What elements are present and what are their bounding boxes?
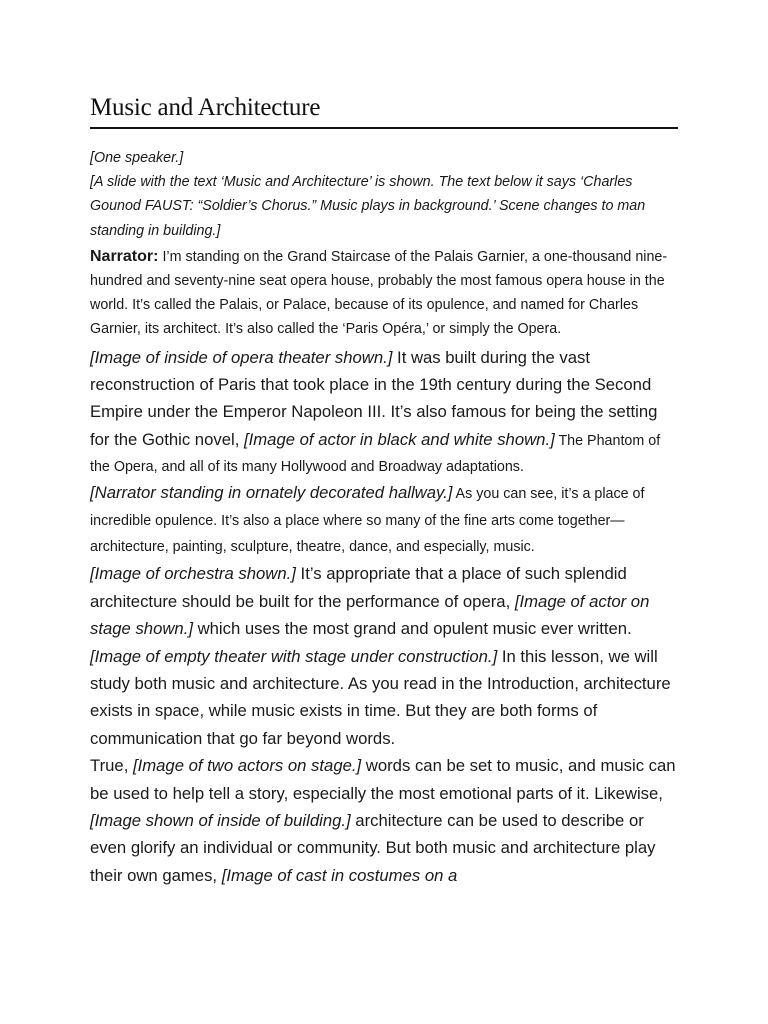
paragraph-text: As you can see, it’s a place of incredible opulence. It’s also a place where so many of the fine arts come together—architecture, painting, sculpture, theatre, dance, and especially, music.: [90, 486, 645, 556]
speaker-label: Narrator:: [90, 247, 159, 265]
stage-direction: [Image of inside of opera theater shown.]: [90, 347, 393, 367]
paragraph-text: In this lesson, we will study both music and architecture. As you read in the Introduction, architecture exists in space, while music exists in time. But they are both forms of communication that go far beyond words.: [90, 646, 671, 748]
paragraph-text: The Phantom of the Opera, and all of its many Hollywood and Broadway adaptations.: [90, 432, 661, 476]
stage-direction: [Image of two actors on stage.]: [132, 756, 362, 776]
paragraph: [90, 560, 680, 889]
paragraph: [90, 480, 680, 560]
paragraph-text: It’s appropriate that a place of such splendid architecture should be built for the performance of opera,: [90, 564, 627, 611]
stage-direction: [One speaker.]: [90, 150, 184, 166]
paragraph-text: True,: [90, 756, 133, 776]
paragraph-text: words can be set to music, and music can be used to help tell a story, especially the most emotional parts of it. Likewise,: [90, 756, 676, 803]
paragraph-text: which uses the most grand and opulent music ever written.: [192, 619, 632, 639]
paragraph-text: architecture can be used to describe or even glorify an individual or community. But both music and architecture play their own games,: [90, 810, 656, 885]
stage-direction: [Image of actor in black and white shown.]: [243, 429, 555, 449]
document-body: [90, 146, 680, 889]
stage-direction: [Image shown of inside of building.]: [90, 810, 351, 830]
stage-direction: [Narrator standing in ornately decorated hallway.]: [90, 483, 453, 503]
paragraph-text: It was built during the vast reconstruction of Paris that took place in the 19th century during the Second Empire under the Emperor Napoleon III. It’s also famous for being the setting for the Gothic novel,: [90, 347, 658, 449]
paragraph-text: I’m standing on the Grand Staircase of the Palais Garnier, a one-thousand nine-hundred and seventy-nine seat opera house, probably the most famous opera house in the world. It’s called the Palais, or Palace, because of its opulence, and named for Charles Garnier, its architect. It’s also called the ‘Paris Opéra,’ or simply the Opera.: [90, 248, 668, 338]
narrator-paragraph: [90, 245, 680, 342]
stage-direction: [Image of cast in costumes on a: [221, 865, 458, 885]
stage-direction: [Image of empty theater with stage under construction.]: [90, 646, 498, 666]
stage-direction: [A slide with the text ‘Music and Architecture’ is shown. The text below it says ‘Charles Gounod FAUST: “Soldier’s Chorus.” Music plays in background.’ Scene changes to man standing in building.]: [90, 174, 646, 239]
paragraph: [90, 344, 680, 481]
stage-direction: [Image of orchestra shown.]: [90, 564, 296, 584]
title-divider: [90, 127, 678, 129]
document-title: Music and Architecture: [90, 94, 321, 121]
stage-direction: [Image of actor on stage shown.]: [90, 591, 650, 639]
